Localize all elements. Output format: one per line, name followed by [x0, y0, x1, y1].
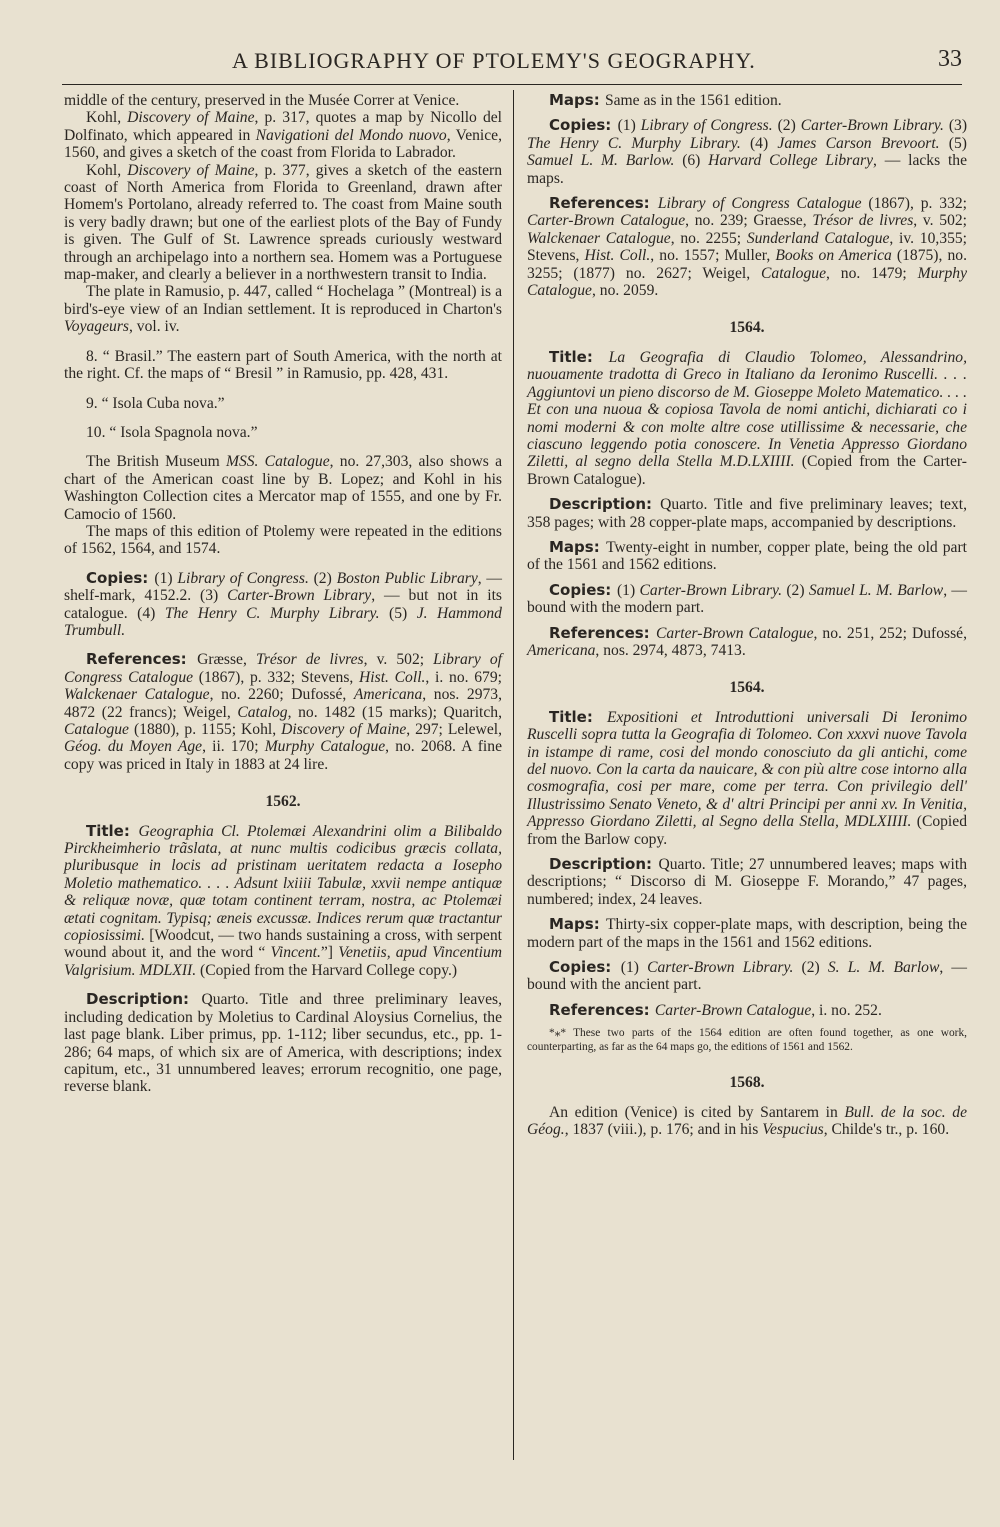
entry-label: Description: [549, 495, 661, 514]
description-entry [64, 991, 502, 1095]
text-run: ”] [320, 944, 339, 962]
text-run: , p. 317, quotes a map by Nicollo del Dolfinato, which appeared in [64, 109, 502, 144]
text-run: (2) [793, 959, 828, 977]
title-entry [527, 349, 967, 488]
text-run: Kohl, [86, 161, 128, 179]
text-run: The British Museum [86, 453, 226, 471]
text-run: , i. no. 252. [811, 1001, 882, 1019]
left-column [64, 92, 502, 1096]
text-run: middle of the century, preserved in the Musée Correr at Venice. [64, 92, 460, 109]
italic-text: Venetiis, apud Vincentium Valgrisium. MDLXII. [64, 944, 503, 979]
text-run: Twenty-eight in number, copper plate, being the old part of the 1561 and 1562 editions. [527, 538, 967, 574]
italic-text: Carter-Brown Catalogue [527, 212, 686, 230]
text-run: , nos. 2973, 4872 (22 francs); Weigel, [64, 686, 502, 721]
italic-text: Boston Public Library [336, 569, 478, 587]
text-run: Same as in the 1561 edition. [604, 92, 782, 109]
italic-text: Murphy Catalogue [527, 264, 967, 300]
italic-text: La Geografia di Claudio Tolomeo, Alessandrino, nuouamente tradotta di Greco in Italiano da Ieronimo Ruscelli. . . . Aggiuntovi un pieno discorso de M. Gioseppe Moleto Matematico. . . . Et con una nuoua & copiosa Tavola de nomi antichi, dichiarati co i nomi moderni & con molte altre cose utillissime & necessarie, che ciascuno leggendo potia conoscere. In Venetia Appresso Giordano Ziletti, al segno della Stella M.D.LXIIII. [527, 348, 967, 471]
italic-text: The Henry C. Murphy Library. [164, 604, 380, 622]
text-run: (Copied from the Carter-Brown Catalogue). [527, 453, 967, 488]
text-run: The maps of this edition of Ptolemy were repeated in the editions of 1562, 1564, and 1574. [64, 522, 502, 558]
edition-year-heading: 1568. [729, 1074, 765, 1092]
italic-text: Carter-Brown Library. [647, 959, 794, 977]
italic-text: Carter-Brown Library. [639, 581, 783, 599]
text-run: (1875), no. 3255; (1877) no. 2627; Weigel, [527, 247, 967, 282]
text-run: (2) [772, 117, 801, 135]
text-run: , iv. 10,355; Stevens, [527, 229, 967, 265]
paragraph [64, 162, 502, 284]
text-run: *⁎* These two parts of the 1564 edition are often found together, as one work, counterparting, as far as the 64 maps go, the editions of 1561 and 1562. [527, 1027, 967, 1053]
paragraph [64, 453, 502, 523]
text-run: , v. 502; [913, 212, 967, 230]
text-run: , no. 239; Graesse, [685, 212, 813, 230]
entry-label: Maps: [549, 91, 605, 109]
italic-text: Vincent. [270, 944, 321, 962]
entry-label: References: [549, 1000, 655, 1019]
copies-entry [527, 582, 967, 617]
maps-entry [527, 92, 967, 109]
text-run: (1867), p. 332; Stevens, [193, 668, 360, 686]
text-run: , no. 251, 252; Dufossé, [813, 624, 967, 642]
footnote [527, 1027, 967, 1054]
italic-text: Americana [353, 686, 423, 704]
italic-text: S. L. M. Barlow [827, 959, 940, 977]
entry-label: References: [549, 623, 657, 642]
text-run: , 1837 (viii.), p. 176; and in his [564, 1120, 763, 1138]
italic-text: Geographia Cl. Ptolemæi Alexandrini olim a Bilibaldo Pirckheimherio trãslata, at nunc multis codicibus græcis collata, pluribusque in locis ad pristinam ueritatem redacta a Iosepho Moletio mathematico. . . . Adsunt lxiiii Tabulæ, xxvii nempe antiquæ & reliquæ novæ, quæ totam continent terram, nostra, ac Ptolemæi ætati cognitam. Typisq; æneis excussæ. Indices rerum quæ tractantur copiosissimi. [64, 822, 502, 945]
italic-text: Walckenaer Catalogue [64, 686, 210, 704]
italic-text: Sunderland Catalogue [746, 229, 890, 247]
italic-text: MSS. Catalogue [225, 453, 330, 471]
text-run: , Childe's tr., p. 160. [823, 1120, 950, 1138]
text-run: , — bound with the ancient part. [527, 959, 968, 994]
italic-text: Géog. du Moyen Age [64, 738, 203, 756]
text-run: (1) [620, 959, 648, 977]
running-title: A BIBLIOGRAPHY OF PTOLEMY'S GEOGRAPHY. [232, 48, 756, 73]
references-entry [527, 195, 967, 299]
text-run: (1) [616, 581, 640, 599]
text-run: (6) [674, 152, 709, 170]
copies-entry [527, 117, 967, 187]
text-run: , — but not in its catalogue. (4) [64, 587, 502, 622]
text-run: Thirty-six copper-plate maps, with description, being the modern part of the maps in the 1561 and 1562 editions. [527, 916, 968, 951]
text-run: , — lacks the maps. [527, 152, 967, 187]
text-run: [Woodcut, — two hands sustaining a cross, with serpent wound about it, and the word “ [64, 927, 502, 962]
maps-entry [527, 916, 967, 951]
entry-label: Copies: [549, 958, 621, 977]
text-run: , p. 377, gives a sketch of the eastern coast of North America from Florida to Greenland, drawn after Homem's Portolano, already referred to. The coast from Maine south is very badly drawn; but one of the earliest plots of the Bay of Fundy is given. The Gulf of St. Lawrence spreads curiously westward through an archipelago into a northern sea. Homem was a Portuguese map-maker, and clearly a believer in a northwestern transit to India. [64, 161, 502, 284]
text-run: An edition (Venice) is cited by Santarem in [549, 1103, 845, 1121]
entry-label: Copies: [549, 580, 617, 599]
italic-text: Trésor de livres [812, 212, 914, 230]
italic-text: Harvard College Library [708, 152, 874, 170]
italic-text: The Henry C. Murphy Library. [527, 134, 741, 152]
italic-text: Samuel L. M. Barlow. [527, 152, 675, 170]
title-entry [64, 823, 502, 980]
italic-text: Hist. Coll. [584, 247, 651, 265]
text-run: , no. 1557; Muller, [650, 247, 776, 265]
text-run: , no. 2255; [670, 229, 747, 247]
italic-text: Bull. de la soc. de Géog. [527, 1103, 967, 1138]
italic-text: Navigationi del Mondo nuovo [255, 126, 447, 144]
column-divider [513, 90, 514, 1460]
header-rule [62, 84, 962, 85]
italic-text: Samuel L. M. Barlow [808, 581, 944, 599]
text-run: , v. 502; [363, 651, 434, 669]
text-run: , i. no. 679; [425, 668, 502, 686]
text-run: Quarto. Title and five preliminary leaves; text, 358 pages; with 28 copper-plate maps, accompanied by descriptions. [527, 496, 967, 531]
text-run: (3) [943, 117, 968, 135]
italic-text: Vespucius [762, 1120, 824, 1138]
italic-text: Carter-Brown Library. [800, 117, 944, 135]
entry-label: Copies: [549, 116, 618, 135]
italic-text: Murphy Catalogue [264, 738, 386, 756]
text-run: , no. 2059. [591, 282, 659, 300]
italic-text: Trésor de livres [255, 651, 364, 669]
italic-text: Hist. Coll. [359, 668, 426, 686]
description-entry [527, 856, 967, 908]
italic-text: Discovery of Maine [281, 721, 407, 738]
text-run: (5) [939, 134, 967, 152]
italic-text: Library of Congress Catalogue [64, 651, 502, 686]
italic-text: Voyageurs [64, 318, 129, 336]
text-run: (2) [782, 581, 809, 599]
text-run: , nos. 2974, 4873, 7413. [595, 641, 746, 659]
list-item [64, 395, 502, 412]
text-run: Quarto. Title; 27 unnumbered leaves; maps with descriptions; “ Discorso di M. Gioseppe F. Morando,” 47 pages, numbered; index, 24 leaves. [527, 856, 967, 908]
entry-label: Maps: [549, 537, 607, 556]
references-entry [527, 625, 967, 660]
list-item [64, 348, 502, 383]
text-run: (5) [379, 604, 417, 622]
text-run: (4) [740, 134, 778, 152]
italic-text: Carter-Brown Catalogue [654, 1001, 812, 1019]
list-item [64, 424, 502, 441]
title-entry [527, 709, 967, 848]
paragraph [64, 92, 502, 109]
italic-text: Library of Congress Catalogue [657, 195, 862, 213]
edition-year-heading: 1564. [729, 679, 765, 697]
text-run: , ii. 170; [202, 738, 265, 756]
italic-text: Discovery of Maine [127, 109, 255, 127]
description-entry [527, 496, 967, 531]
text-run: , — shelf-mark, 4152.2. (3) [64, 569, 503, 605]
italic-text: James Carson Brevoort. [777, 134, 940, 152]
paragraph [64, 109, 502, 161]
text-run: , Venice, 1560, and gives a sketch of the coast from Florida to Labrador. [64, 126, 503, 162]
text-run: (Copied from the Harvard College copy.) [196, 961, 458, 979]
italic-text: Library of Congress. [177, 569, 309, 587]
italic-text: Carter-Brown Library [227, 587, 372, 605]
text-run: , no. 2068. A fine copy was priced in Italy in 1883 at 24 lire. [64, 738, 502, 773]
entry-label: Maps: [549, 915, 606, 934]
entry-label: References: [549, 194, 658, 213]
italic-text: Catalogue [64, 721, 129, 738]
italic-text: Discovery of Maine [127, 161, 255, 179]
italic-text: Walckenaer Catalogue [527, 229, 671, 247]
copies-entry [527, 959, 967, 994]
italic-text: Americana [527, 641, 596, 659]
italic-text: Expositioni et Introduttioni universali Di Ieronimo Ruscelli sopra tutta la Geografia di Tolomeo. Con xxxvi nuove Tavola in istampe di rame, cosi del mondo conosciuto da gli antichi, come del nuovo. Con la carta da nauicare, & con più altre cose intorno alla cosmografia, cosi per mare, come per terra. Con privilegio dell' Illustrissimo Senato Veneto, & d' altri Principi per anni xv. In Venitia, Appresso Giordano Ziletti, al Segno della Stella, MDLXIIII. [527, 708, 967, 831]
italic-text: Books on America [775, 247, 892, 265]
edition-year-heading: 1564. [729, 319, 765, 337]
text-run: 8. “ Brasil.” The eastern part of South America, with the north at the right. Cf. the maps of “ Bresil ” in Ramusio, pp. 428, 431. [64, 347, 502, 383]
references-entry [64, 651, 502, 773]
italic-text: Catalogue [761, 264, 826, 282]
text-run: 9. “ Isola Cuba nova.” [86, 394, 225, 412]
text-run: , vol. iv. [128, 318, 180, 336]
running-header [62, 44, 962, 80]
copies-entry [64, 570, 502, 640]
text-run: (Copied from the Barlow copy. [527, 813, 967, 848]
text-run: Græsse, [197, 651, 256, 669]
text-run: The plate in Ramusio, p. 447, called “ Hochelaga ” (Montreal) is a bird's-eye view of an Indian settlement. It is reproduced in Charton's [64, 283, 502, 318]
paragraph [64, 283, 502, 335]
text-run: 10. “ Isola Spagnola nova.” [86, 423, 258, 441]
italic-text: Carter-Brown Catalogue [656, 624, 814, 642]
page-number: 33 [938, 46, 962, 72]
text-run: , no. 2260; Dufossé, [209, 686, 354, 704]
text-run: , — bound with the modern part. [527, 581, 968, 617]
maps-entry [527, 539, 967, 574]
entry-label: Title: [549, 707, 607, 726]
text-run: (1880), p. 1155; Kohl, [128, 721, 282, 738]
entry-label: References: [86, 650, 198, 669]
edition-year-heading: 1562. [265, 793, 301, 811]
text-run: , no. 27,303, also shows a chart of the American coast line by B. Lopez; and Kohl in his Washington Collection cites a Mercator map of 1555, and one by Fr. Camocio of 1560. [64, 453, 502, 523]
text-run: , no. 1482 (15 marks); Quaritch, [287, 703, 503, 721]
text-run: Quarto. Title and three preliminary leaves, including dedication by Moletius to Cardinal Aloysius Cornelius, the last page blank. Liber primus, pp. 1-112; liber secundus, etc., pp. 1-286; 64 maps, of which six are of America, with descriptions; index capitum, etc., 31 unnumbered leaves; errorum recognitio, one page, reverse blank. [64, 991, 502, 1096]
text-run: Kohl, [86, 109, 128, 127]
text-run: , 297; Lelewel, [406, 721, 502, 738]
text-run: (1867), p. 332; [861, 195, 967, 213]
entry-label: Copies: [86, 568, 155, 587]
entry-label: Description: [86, 990, 202, 1009]
paragraph [64, 523, 502, 558]
entry-label: Title: [86, 821, 139, 840]
italic-text: Catalog [237, 703, 288, 721]
text-run: , no. 1479; [826, 264, 918, 282]
paragraph [527, 1104, 967, 1139]
text-run: (1) [154, 569, 178, 587]
entry-label: Description: [549, 855, 659, 874]
text-run: (1) [617, 117, 641, 135]
right-column [527, 92, 967, 1138]
entry-label: Title: [549, 347, 609, 366]
text-run: (2) [308, 569, 337, 587]
italic-text: Library of Congress. [640, 117, 773, 135]
italic-text: J. Hammond Trumbull. [64, 604, 502, 639]
references-entry [527, 1002, 967, 1019]
